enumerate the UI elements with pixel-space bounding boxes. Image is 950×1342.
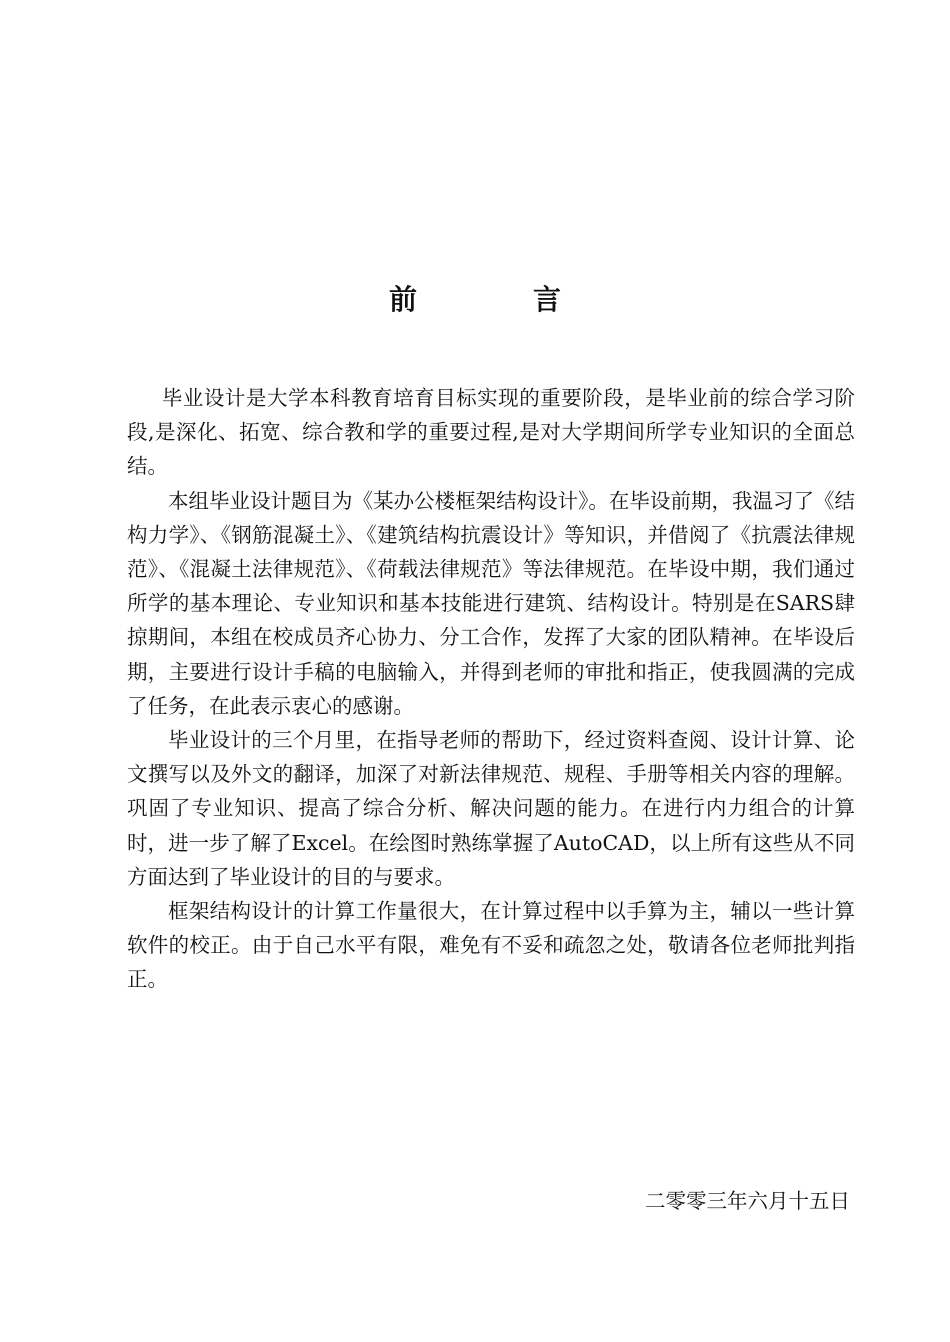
- paragraph-2: 本组毕业设计题目为《某办公楼框架结构设计》。在毕设前期，我温习了《结构力学》、《钢筋混凝土》、《建筑结构抗震设计》等知识，并借阅了《抗震法律规范》、《混凝土法律规范》、《荷载法律规范》等法律规范。在毕设中期，我们通过所学的基本理论、专业知识和基本技能进行建筑、结构设计。特别是在SARS肆掠期间，本组在校成员齐心协力、分工合作，发挥了大家的团队精神。在毕设后期，主要进行设计手稿的电脑输入，并得到老师的审批和指正，使我圆满的完成了任务，在此表示衷心的感谢。: [127, 488, 855, 718]
- paragraph-3: 毕业设计的三个月里，在指导老师的帮助下，经过资料查阅、设计计算、论文撰写以及外文的翻译，加深了对新法律规范、规程、手册等相关内容的理解。巩固了专业知识、提高了综合分析、解决问题的能力。在进行内力组合的计算时，进一步了解了Excel。在绘图时熟练掌握了AutoCAD，以上所有这些从不同方面达到了毕业设计的目的与要求。: [127, 728, 855, 889]
- paragraph-4: 框架结构设计的计算工作量很大，在计算过程中以手算为主，辅以一些计算软件的校正。由于自己水平有限，难免有不妥和疏忽之处，敬请各位老师批判指正。: [127, 899, 855, 992]
- page-title: 前 言: [388, 283, 605, 316]
- body-text: [127, 381, 855, 997]
- signature-date: 二零零三年六月十五日: [645, 1189, 850, 1213]
- paragraph-1: 毕业设计是大学本科教育培育目标实现的重要阶段，是毕业前的综合学习阶段,是深化、拓宽、综合教和学的重要过程,是对大学期间所学专业知识的全面总结。: [127, 386, 855, 479]
